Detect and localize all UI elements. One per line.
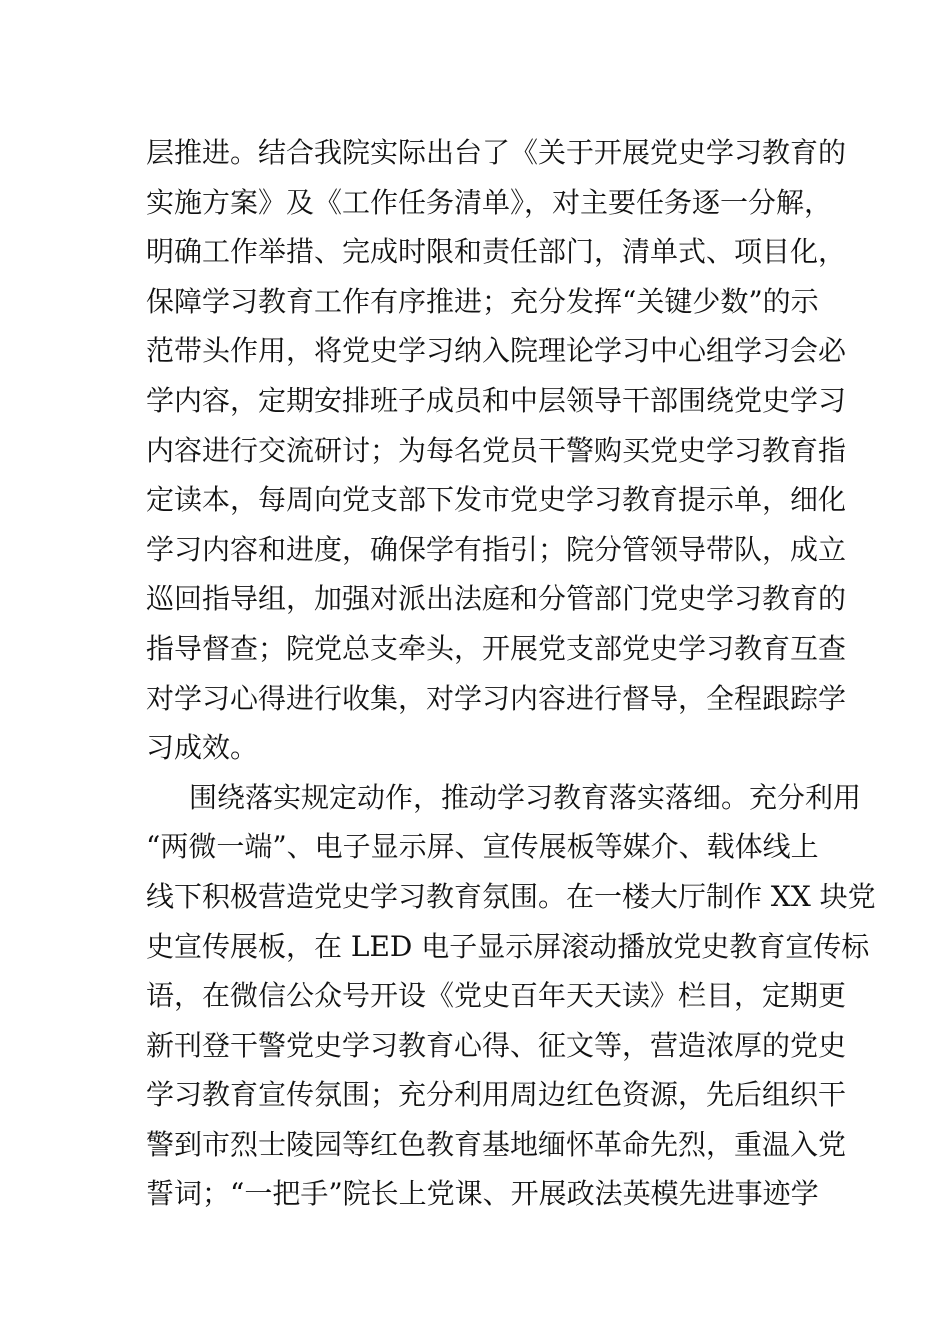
text-line: 范带头作用，将党史学习纳入院理论学习中心组学习会必 bbox=[146, 334, 847, 368]
text-line: 巡回指导组，加强对派出法庭和分管部门党史学习教育的 bbox=[146, 582, 847, 616]
text-line: 语，在微信公众号开设《党史百年天天读》栏目，定期更 bbox=[146, 979, 847, 1013]
text-line: 学内容，定期安排班子成员和中层领导干部围绕党史学习 bbox=[146, 383, 847, 417]
text-line: 史宣传展板，在 LED 电子显示屏滚动播放党史教育宣传标 bbox=[146, 929, 870, 963]
text-line: 学习内容和进度，确保学有指引；院分管领导带队，成立 bbox=[146, 532, 847, 566]
text-line: 新刊登干警党史学习教育心得、征文等，营造浓厚的党史 bbox=[146, 1028, 847, 1062]
text-line: “两微一端”、电子显示屏、宣传展板等媒介、载体线上 bbox=[146, 830, 819, 864]
paragraph-first-line: 围绕落实规定动作，推动学习教育落实落细。充分利用 bbox=[189, 780, 862, 814]
text-line: 定读本，每周向党支部下发市党史学习教育提示单，细化 bbox=[146, 483, 847, 517]
document-body bbox=[146, 128, 876, 1219]
text-line: 习成效。 bbox=[146, 731, 259, 765]
text-line: 明确工作举措、完成时限和责任部门，清单式、项目化， bbox=[146, 235, 847, 269]
text-line: 内容进行交流研讨；为每名党员干警购买党史学习教育指 bbox=[146, 433, 847, 467]
text-line: 指导督查；院党总支牵头，开展党支部党史学习教育互查 bbox=[146, 631, 847, 665]
text-line: 线下积极营造党史学习教育氛围。在一楼大厅制作 XX 块党 bbox=[146, 879, 876, 913]
text-line: 层推进。结合我院实际出台了《关于开展党史学习教育的 bbox=[146, 136, 847, 169]
text-line: 实施方案》及《工作任务清单》，对主要任务逐一分解， bbox=[146, 185, 833, 219]
text-line: 对学习心得进行收集，对学习内容进行督导，全程跟踪学 bbox=[146, 681, 847, 715]
text-line: 学习教育宣传氛围；充分利用周边红色资源，先后组织干 bbox=[146, 1078, 847, 1112]
text-line: 警到市烈士陵园等红色教育基地缅怀革命先烈，重温入党 bbox=[146, 1127, 847, 1161]
text-line: 誓词；“一把手”院长上党课、开展政法英模先进事迹学 bbox=[146, 1177, 819, 1211]
text-line: 保障学习教育工作有序推进；充分发挥“关键少数”的示 bbox=[146, 284, 819, 318]
